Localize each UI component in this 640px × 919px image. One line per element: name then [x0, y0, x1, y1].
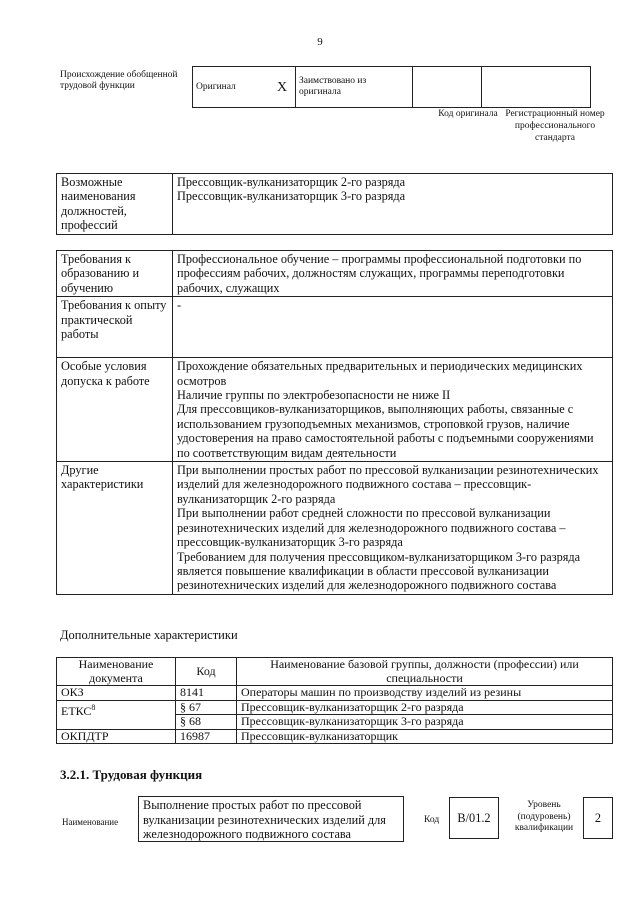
req-admission-value [173, 358, 613, 462]
add-code-okz: 8141 [176, 686, 237, 701]
function-code-value: B/01.2 [449, 797, 499, 839]
req-education-label: Требования к образованию и обучению [57, 251, 173, 297]
add-name-etks-2: Прессовщик-вулканизаторщик 3-го разряда [237, 715, 613, 730]
req-line: При выполнении простых работ по прессовой вулканизации резинотехнических изделий для железнодорожного подвижного состава – прессовщик-вулканизаторщик 2-го разряда [177, 463, 599, 506]
origin-label: Происхождение обобщенной трудовой функции [60, 70, 178, 91]
function-code-label: Код [424, 815, 440, 825]
origin-original-label: Оригинал [193, 67, 270, 108]
req-line: При выполнении работ средней сложности по прессовой вулканизации резинотехнических изделий для железнодорожного подвижного состава – прессовщик-вулканизаторщик 3-го разряда [177, 506, 566, 550]
positions-table [56, 173, 613, 235]
req-line: Требованием для получения прессовщиком-вулканизаторщиком 3-го разряда является повышение квалификации в области прессовой вулканизации резинотехнических изделий для железнодорожного подвижного состава [177, 549, 581, 593]
add-doc-okpdtr: ОКПДТР [57, 729, 176, 744]
table-row [57, 729, 613, 744]
req-line: Для прессовщиков-вулканизаторщиков, выполняющих работы, связанные с использованием грузоподъемных механизмов, строповкой грузов, наличие удостоверения на право самостоятельной работы с подъемными сооружениями по соответствующим видам деятельности [177, 402, 594, 460]
etks-doc: ЕТКС [61, 703, 92, 718]
req-line: Профессиональное обучение – программы профессиональной подготовки по профессиям рабочих, должностям служащих, программы переподготовки рабочих, служащих [177, 252, 582, 295]
table-row [57, 686, 613, 701]
positions-value [173, 174, 613, 235]
position-item: Прессовщик-вулканизаторщик 2-го разряда [177, 175, 406, 189]
req-other-value [173, 462, 613, 595]
add-name-okpdtr: Прессовщик-вулканизаторщик [237, 729, 613, 744]
add-name-okz: Операторы машин по производству изделий из резины [237, 686, 613, 701]
req-line: - [177, 298, 182, 313]
add-code-etks-2: § 68 [176, 715, 237, 730]
add-doc-okz: ОКЗ [57, 686, 176, 701]
origin-table [192, 66, 591, 108]
origin-reg-caption: Регистрационный номер профессионального стандарта [505, 109, 605, 143]
add-header-name: Наименование базовой группы, должности (профессии) или специальности [237, 658, 613, 686]
additional-table [56, 657, 613, 744]
function-name-label: Наименование [62, 817, 119, 827]
section-title: 3.2.1. Трудовая функция [60, 767, 203, 782]
add-header-code: Код [176, 658, 237, 686]
function-level-value: 2 [583, 797, 613, 839]
table-row [57, 700, 613, 715]
req-other-label: Другие характеристики [57, 462, 173, 595]
function-name-value: Выполнение простых работ по прессовой вулканизации резинотехнических изделий для железнодорожного подвижного состава [138, 796, 404, 842]
requirements-table [56, 250, 613, 595]
position-item: Прессовщик-вулканизаторщик 3-го разряда [177, 189, 406, 204]
additional-title: Дополнительные характеристики [60, 628, 238, 642]
positions-label: Возможные наименования должностей, профессий [57, 174, 173, 235]
req-admission-label: Особые условия допуска к работе [57, 358, 173, 462]
req-line: Наличие группы по электробезопасности не ниже II [177, 388, 451, 403]
req-experience-label: Требования к опыту практической работы [57, 297, 173, 358]
add-header-doc: Наименование документа [57, 658, 176, 686]
add-code-okpdtr: 16987 [176, 729, 237, 744]
function-level-label: Уровень (подуровень) квалификации [514, 800, 574, 833]
origin-mark: X [269, 67, 296, 108]
origin-borrowed-label: Заимствовано из оригинала [296, 67, 413, 108]
req-line: Прохождение обязательных предварительных и периодических медицинских осмотров [177, 359, 583, 388]
origin-code-cell [413, 67, 482, 108]
add-name-etks-1: Прессовщик-вулканизаторщик 2-го разряда [237, 700, 613, 715]
origin-code-caption: Код оригинала [438, 109, 498, 119]
page-number: 9 [317, 36, 323, 48]
req-education-value [173, 251, 613, 297]
add-doc-etks [57, 700, 176, 729]
origin-reg-cell [482, 67, 591, 108]
req-experience-value [173, 297, 613, 358]
etks-footnote: 8 [91, 702, 96, 712]
add-code-etks-1: § 67 [176, 700, 237, 715]
